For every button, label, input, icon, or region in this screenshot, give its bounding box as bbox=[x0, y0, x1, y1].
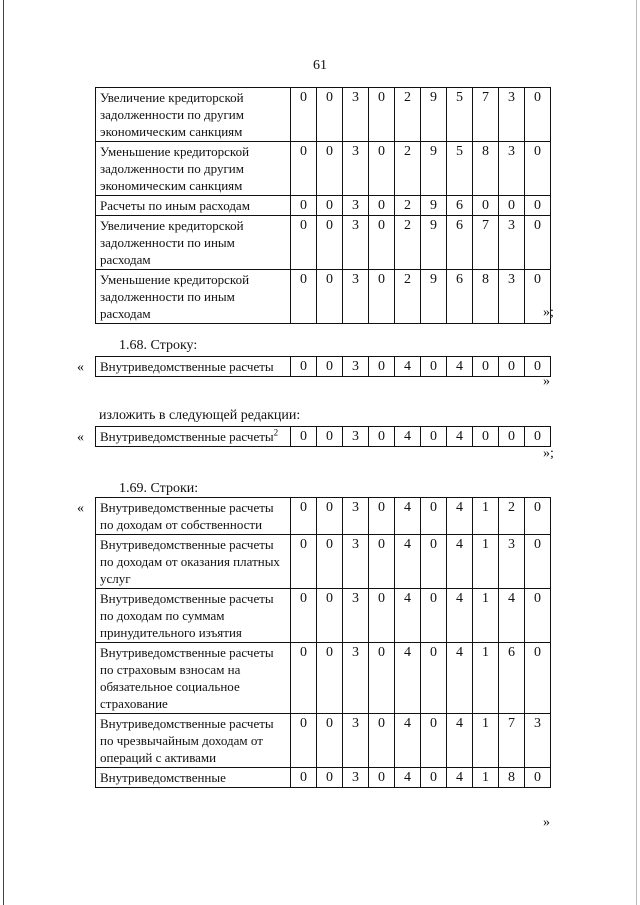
code-digit: 0 bbox=[499, 196, 525, 216]
code-digit: 3 bbox=[343, 714, 369, 768]
row-label bbox=[96, 427, 291, 447]
row-label bbox=[96, 498, 291, 535]
code-digit: 3 bbox=[499, 535, 525, 589]
table-row bbox=[96, 357, 551, 377]
row-label-text: Внутриведомственные расчеты по страховым взносам на обязательное социальное страхование bbox=[100, 645, 274, 711]
code-digit: 0 bbox=[473, 196, 499, 216]
closing-quote-replacement: »; bbox=[543, 446, 554, 461]
table-row bbox=[96, 535, 551, 589]
code-digit: 0 bbox=[369, 216, 395, 270]
code-digit: 4 bbox=[447, 357, 473, 377]
code-digit: 4 bbox=[395, 357, 421, 377]
code-digit: 0 bbox=[421, 498, 447, 535]
code-digit: 2 bbox=[395, 216, 421, 270]
code-digit: 4 bbox=[447, 535, 473, 589]
table-row bbox=[96, 142, 551, 196]
code-digit: 0 bbox=[525, 535, 551, 589]
code-digit: 0 bbox=[369, 589, 395, 643]
code-digit: 3 bbox=[343, 142, 369, 196]
code-digit: 0 bbox=[525, 498, 551, 535]
code-digit: 0 bbox=[291, 427, 317, 447]
code-digit: 2 bbox=[499, 498, 525, 535]
code-digit: 0 bbox=[369, 142, 395, 196]
code-digit: 0 bbox=[317, 142, 343, 196]
row-label-text: Внутриведомственные расчеты по чрезвычайным доходам от операций с активами bbox=[100, 716, 274, 765]
code-digit: 1 bbox=[473, 714, 499, 768]
code-digit: 7 bbox=[499, 714, 525, 768]
code-digit: 3 bbox=[343, 427, 369, 447]
table-row bbox=[96, 768, 551, 788]
code-digit: 1 bbox=[473, 768, 499, 788]
code-digit: 0 bbox=[525, 270, 551, 324]
code-digit: 0 bbox=[421, 589, 447, 643]
code-digit: 0 bbox=[473, 427, 499, 447]
row-label bbox=[96, 216, 291, 270]
code-digit: 9 bbox=[421, 196, 447, 216]
code-digit: 0 bbox=[317, 535, 343, 589]
row-label bbox=[96, 270, 291, 324]
code-digit: 0 bbox=[317, 498, 343, 535]
code-digit: 0 bbox=[317, 357, 343, 377]
code-digit: 4 bbox=[447, 498, 473, 535]
code-digit: 6 bbox=[447, 196, 473, 216]
code-digit: 0 bbox=[317, 196, 343, 216]
code-digit: 0 bbox=[525, 88, 551, 142]
code-digit: 0 bbox=[499, 357, 525, 377]
code-digit: 0 bbox=[291, 216, 317, 270]
code-digit: 3 bbox=[343, 270, 369, 324]
table-row bbox=[96, 589, 551, 643]
row-label-text: Расчеты по иным расходам bbox=[100, 198, 250, 213]
open-quote-1-69: « bbox=[77, 501, 84, 516]
footnote-marker: 2 bbox=[273, 427, 279, 438]
code-digit: 4 bbox=[447, 427, 473, 447]
code-digit: 3 bbox=[499, 270, 525, 324]
code-digit: 0 bbox=[369, 196, 395, 216]
code-digit: 4 bbox=[395, 643, 421, 714]
heading-replacement: изложить в следующей редакции: bbox=[99, 408, 301, 423]
row-label bbox=[96, 535, 291, 589]
open-quote-1-68: « bbox=[77, 360, 84, 375]
code-digit: 0 bbox=[499, 427, 525, 447]
code-digit: 0 bbox=[369, 427, 395, 447]
code-digit: 0 bbox=[317, 216, 343, 270]
row-label bbox=[96, 768, 291, 788]
table-row bbox=[96, 216, 551, 270]
code-digit: 0 bbox=[291, 498, 317, 535]
code-digit: 4 bbox=[395, 589, 421, 643]
code-digit: 0 bbox=[421, 427, 447, 447]
code-digit: 0 bbox=[525, 216, 551, 270]
code-digit: 7 bbox=[473, 88, 499, 142]
code-digit: 5 bbox=[447, 88, 473, 142]
code-digit: 0 bbox=[421, 768, 447, 788]
code-digit: 0 bbox=[525, 589, 551, 643]
row-label-text: Увеличение кредиторской задолженности по другим экономическим санкциям bbox=[100, 90, 244, 139]
code-digit: 2 bbox=[395, 142, 421, 196]
row-label bbox=[96, 357, 291, 377]
code-digit: 0 bbox=[525, 768, 551, 788]
row-label-text: Внутриведомственные bbox=[100, 770, 226, 785]
code-digit: 0 bbox=[421, 535, 447, 589]
row-label-text: Уменьшение кредиторской задолженности по иным расходам bbox=[100, 272, 250, 321]
code-digit: 1 bbox=[473, 589, 499, 643]
row-label-text: Внутриведомственные расчеты bbox=[100, 359, 274, 374]
page-number: 61 bbox=[313, 58, 327, 73]
code-digit: 9 bbox=[421, 270, 447, 324]
code-digit: 2 bbox=[395, 270, 421, 324]
code-digit: 3 bbox=[525, 714, 551, 768]
table-continuation bbox=[95, 87, 551, 324]
closing-quote-1-69: » bbox=[543, 815, 550, 830]
code-digit: 0 bbox=[369, 535, 395, 589]
row-label bbox=[96, 88, 291, 142]
code-digit: 3 bbox=[343, 643, 369, 714]
row-label-text: Внутриведомственные расчеты по доходам от собственности bbox=[100, 500, 274, 532]
table-row bbox=[96, 196, 551, 216]
code-digit: 0 bbox=[525, 357, 551, 377]
code-digit: 4 bbox=[447, 589, 473, 643]
code-digit: 4 bbox=[395, 498, 421, 535]
row-label bbox=[96, 142, 291, 196]
code-digit: 8 bbox=[473, 270, 499, 324]
row-label bbox=[96, 714, 291, 768]
row-label bbox=[96, 643, 291, 714]
code-digit: 0 bbox=[317, 643, 343, 714]
code-digit: 9 bbox=[421, 216, 447, 270]
code-digit: 0 bbox=[317, 270, 343, 324]
code-digit: 4 bbox=[395, 768, 421, 788]
code-digit: 0 bbox=[291, 643, 317, 714]
code-digit: 2 bbox=[395, 88, 421, 142]
scan-edge-right bbox=[636, 0, 637, 905]
row-label-text: Увеличение кредиторской задолженности по иным расходам bbox=[100, 218, 244, 267]
table-row bbox=[96, 88, 551, 142]
code-digit: 0 bbox=[525, 196, 551, 216]
code-digit: 4 bbox=[395, 714, 421, 768]
scan-edge-left bbox=[3, 0, 4, 905]
code-digit: 0 bbox=[421, 643, 447, 714]
code-digit: 3 bbox=[343, 196, 369, 216]
code-digit: 0 bbox=[291, 142, 317, 196]
code-digit: 3 bbox=[499, 142, 525, 196]
code-digit: 4 bbox=[447, 768, 473, 788]
code-digit: 0 bbox=[369, 357, 395, 377]
table-row bbox=[96, 643, 551, 714]
code-digit: 9 bbox=[421, 142, 447, 196]
table-replacement bbox=[95, 426, 551, 447]
code-digit: 3 bbox=[343, 768, 369, 788]
code-digit: 4 bbox=[395, 535, 421, 589]
code-digit: 0 bbox=[369, 88, 395, 142]
code-digit: 0 bbox=[525, 142, 551, 196]
row-label-text: Внутриведомственные расчеты по доходам от оказания платных услуг bbox=[100, 537, 280, 586]
code-digit: 0 bbox=[291, 768, 317, 788]
code-digit: 0 bbox=[421, 357, 447, 377]
code-digit: 0 bbox=[291, 196, 317, 216]
row-label bbox=[96, 589, 291, 643]
code-digit: 7 bbox=[473, 216, 499, 270]
code-digit: 0 bbox=[421, 714, 447, 768]
table-row bbox=[96, 498, 551, 535]
table-1-69 bbox=[95, 497, 551, 788]
code-digit: 3 bbox=[343, 498, 369, 535]
code-digit: 0 bbox=[369, 768, 395, 788]
code-digit: 6 bbox=[447, 216, 473, 270]
code-digit: 0 bbox=[291, 535, 317, 589]
open-quote-replacement: « bbox=[77, 430, 84, 445]
code-digit: 3 bbox=[343, 589, 369, 643]
code-digit: 0 bbox=[525, 427, 551, 447]
code-digit: 3 bbox=[343, 88, 369, 142]
code-digit: 0 bbox=[317, 88, 343, 142]
code-digit: 0 bbox=[291, 589, 317, 643]
code-digit: 3 bbox=[499, 216, 525, 270]
heading-1-69: 1.69. Строки: bbox=[119, 481, 199, 496]
code-digit: 3 bbox=[343, 535, 369, 589]
row-label-text: Уменьшение кредиторской задолженности по другим экономическим санкциям bbox=[100, 144, 250, 193]
code-digit: 0 bbox=[317, 714, 343, 768]
code-digit: 6 bbox=[499, 643, 525, 714]
code-digit: 0 bbox=[317, 427, 343, 447]
code-digit: 0 bbox=[291, 270, 317, 324]
code-digit: 0 bbox=[291, 714, 317, 768]
code-digit: 6 bbox=[447, 270, 473, 324]
heading-1-68: 1.68. Строку: bbox=[119, 338, 198, 353]
code-digit: 1 bbox=[473, 498, 499, 535]
code-digit: 3 bbox=[499, 88, 525, 142]
code-digit: 0 bbox=[317, 589, 343, 643]
code-digit: 4 bbox=[447, 643, 473, 714]
code-digit: 0 bbox=[291, 88, 317, 142]
table-1-68 bbox=[95, 356, 551, 377]
row-label-text: Внутриведомственные расчеты bbox=[100, 429, 274, 444]
table-row bbox=[96, 270, 551, 324]
closing-quote-1-68: » bbox=[543, 374, 550, 389]
code-digit: 0 bbox=[369, 270, 395, 324]
code-digit: 0 bbox=[525, 643, 551, 714]
code-digit: 0 bbox=[369, 643, 395, 714]
code-digit: 3 bbox=[343, 216, 369, 270]
code-digit: 3 bbox=[343, 357, 369, 377]
code-digit: 4 bbox=[447, 714, 473, 768]
row-label bbox=[96, 196, 291, 216]
code-digit: 0 bbox=[291, 357, 317, 377]
code-digit: 0 bbox=[369, 714, 395, 768]
code-digit: 1 bbox=[473, 643, 499, 714]
code-digit: 0 bbox=[317, 768, 343, 788]
code-digit: 4 bbox=[499, 589, 525, 643]
code-digit: 2 bbox=[395, 196, 421, 216]
code-digit: 1 bbox=[473, 535, 499, 589]
closing-quote-1: »; bbox=[543, 305, 554, 320]
code-digit: 9 bbox=[421, 88, 447, 142]
table-row bbox=[96, 714, 551, 768]
code-digit: 0 bbox=[473, 357, 499, 377]
code-digit: 0 bbox=[369, 498, 395, 535]
code-digit: 5 bbox=[447, 142, 473, 196]
code-digit: 8 bbox=[473, 142, 499, 196]
row-label-text: Внутриведомственные расчеты по доходам по суммам принудительного изъятия bbox=[100, 591, 274, 640]
code-digit: 8 bbox=[499, 768, 525, 788]
table-row bbox=[96, 427, 551, 447]
code-digit: 4 bbox=[395, 427, 421, 447]
